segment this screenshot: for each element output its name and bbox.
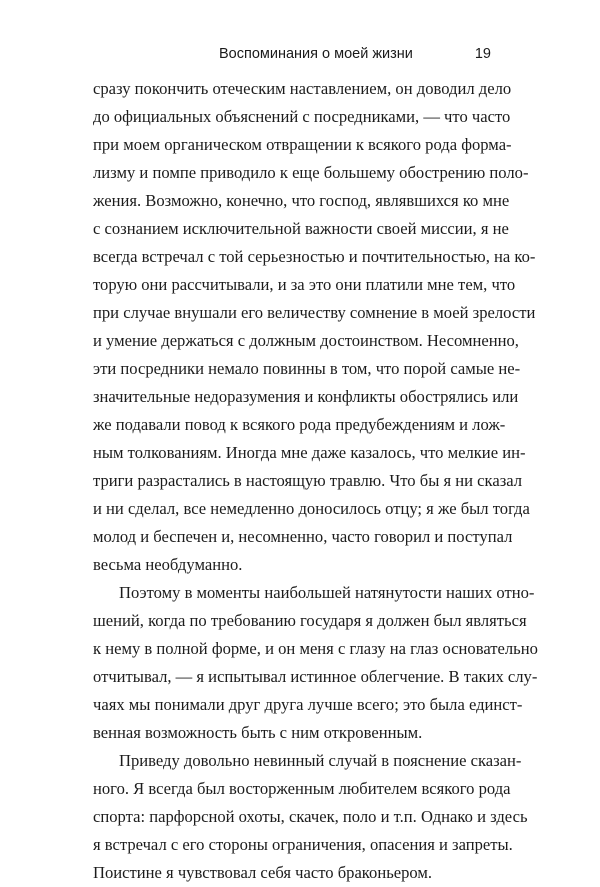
text-line: торую они рассчитывали, и за это они платили мне тем, что <box>93 275 516 294</box>
text-line: значительные недоразумения и конфликты обострялись или <box>93 387 519 406</box>
text-line: триги разрастались в настоящую травлю. Что бы я ни сказал <box>93 471 523 490</box>
text-line: с сознанием исключительной важности своей миссии, я не <box>93 219 509 238</box>
text-line: весьма необдуманно. <box>93 555 243 574</box>
body-text <box>93 75 538 887</box>
page-number: 19 <box>474 46 491 62</box>
text-line: жения. Возможно, конечно, что господ, являвшихся ко мне <box>93 191 510 210</box>
paragraph <box>93 579 538 747</box>
page-header <box>93 46 491 66</box>
text-line: до официальных объяснений с посредниками, — что часто <box>93 107 511 126</box>
paragraph <box>93 75 536 579</box>
text-line: шений, когда по требованию государя я должен был являться <box>93 611 527 630</box>
running-title: Воспоминания о моей жизни <box>219 46 413 62</box>
text-line: лизму и помпе приводило к еще большему обострению поло- <box>93 163 529 182</box>
text-line: эти посредники немало повинны в том, что порой самые не- <box>93 359 521 378</box>
text-line: к нему в полной форме, и он меня с глазу на глаз основательно <box>93 639 538 658</box>
text-line: венная возможность быть с ним откровенным. <box>93 723 423 742</box>
text-line: ного. Я всегда был восторженным любителем всякого рода <box>93 779 511 798</box>
text-line: Приведу довольно невинный случай в пояснение сказан- <box>119 751 522 770</box>
text-line: и ни сделал, все немедленно доносилось отцу; я же был тогда <box>93 499 530 518</box>
text-line: чаях мы понимали друг друга лучше всего; это была единст- <box>93 695 523 714</box>
text-line: и умение держаться с должным достоинством. Несомненно, <box>93 331 519 350</box>
paragraph <box>93 747 528 887</box>
text-line: ным толкованиям. Иногда мне даже казалось, что мелкие ин- <box>93 443 526 462</box>
text-line: при случае внушали его величеству сомнение в моей зрелости <box>93 303 536 322</box>
text-line: отчитывал, — я испытывал истинное облегчение. В таких слу- <box>93 667 538 686</box>
text-line: молод и беспечен и, несомненно, часто говорил и поступал <box>93 527 513 546</box>
text-line: сразу покончить отеческим наставлением, он доводил дело <box>93 79 512 98</box>
text-line: всегда встречал с той серьезностью и почтительностью, на ко- <box>93 247 536 266</box>
text-line: я встречал с его стороны ограничения, опасения и запреты. <box>93 835 513 854</box>
text-line: при моем органическом отвращении к всякого рода форма- <box>93 135 512 154</box>
text-line: же подавали повод к всякого рода предубеждениям и лож- <box>93 415 506 434</box>
text-line: спорта: парфорсной охоты, скачек, поло и т.п. Однако и здесь <box>93 807 528 826</box>
text-line: Поистине я чувствовал себя часто браконьером. <box>93 863 433 882</box>
text-line: Поэтому в моменты наибольшей натянутости наших отно- <box>119 583 535 602</box>
